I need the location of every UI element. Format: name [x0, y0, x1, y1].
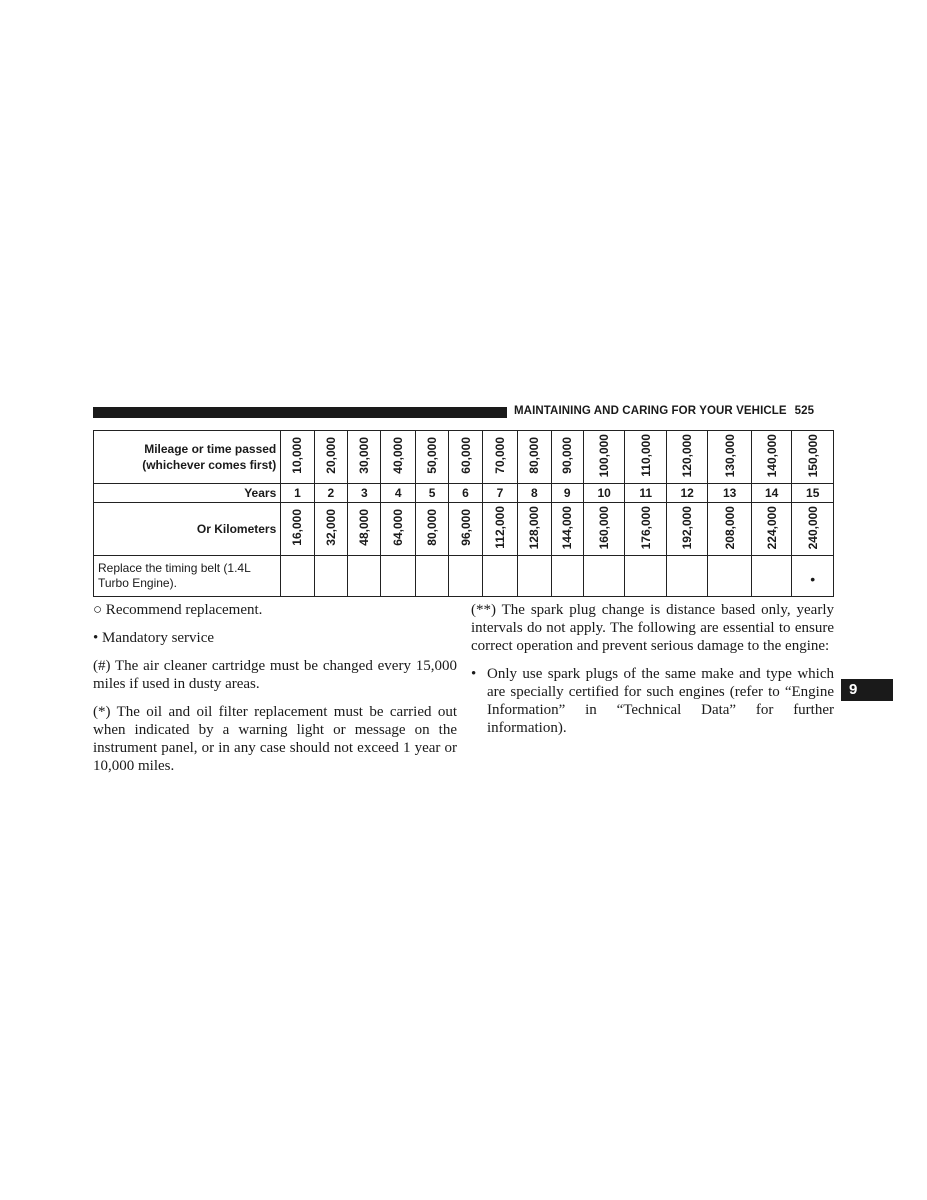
years-row-label: Years — [94, 484, 281, 503]
km-cell: 128,000 — [518, 503, 551, 556]
task-mark-cell: • — [792, 556, 834, 597]
years-cell: 8 — [518, 484, 551, 503]
years-cell: 10 — [583, 484, 625, 503]
mileage-cell: 130,000 — [708, 431, 752, 484]
km-cell: 112,000 — [482, 503, 517, 556]
mileage-cell: 20,000 — [314, 431, 347, 484]
page-number: 525 — [794, 405, 815, 417]
years-cell: 6 — [449, 484, 482, 503]
kilometers-row-label: Or Kilometers — [94, 503, 281, 556]
section-tab: 9 — [841, 679, 893, 701]
km-cell: 96,000 — [449, 503, 482, 556]
years-row — [94, 484, 834, 503]
years-cell: 5 — [415, 484, 448, 503]
maintenance-schedule-table — [93, 430, 834, 597]
km-cell: 64,000 — [381, 503, 415, 556]
left-column — [93, 601, 457, 785]
task-mark-cell — [415, 556, 448, 597]
mileage-cell: 80,000 — [518, 431, 551, 484]
right-column — [471, 601, 834, 737]
years-cell: 13 — [708, 484, 752, 503]
km-cell: 224,000 — [751, 503, 791, 556]
task-label: Replace the timing belt (1.4L Turbo Engine). — [94, 556, 281, 597]
mileage-cell: 150,000 — [792, 431, 834, 484]
km-cell: 16,000 — [281, 503, 314, 556]
task-mark-cell — [751, 556, 791, 597]
km-cell: 208,000 — [708, 503, 752, 556]
task-mark-cell — [583, 556, 625, 597]
mileage-cell: 30,000 — [348, 431, 381, 484]
task-mark-cell — [708, 556, 752, 597]
mileage-cell: 40,000 — [381, 431, 415, 484]
task-mark-cell — [666, 556, 708, 597]
years-cell: 2 — [314, 484, 347, 503]
years-cell: 14 — [751, 484, 791, 503]
note-spark-plug: (**) The spark plug change is distance based only, yearly intervals do not apply. The following are essential to ensure correct operation and prevent serious damage to the engine: — [471, 602, 834, 654]
km-cell: 176,000 — [625, 503, 667, 556]
mileage-cell: 110,000 — [625, 431, 667, 484]
kilometers-row — [94, 503, 834, 556]
years-cell: 7 — [482, 484, 517, 503]
mileage-cell: 100,000 — [583, 431, 625, 484]
years-cell: 11 — [625, 484, 667, 503]
years-cell: 3 — [348, 484, 381, 503]
mileage-cell: 60,000 — [449, 431, 482, 484]
task-mark-cell — [281, 556, 314, 597]
task-mark-cell — [348, 556, 381, 597]
task-mark-cell — [449, 556, 482, 597]
mileage-cell: 70,000 — [482, 431, 517, 484]
mileage-label-line2: (whichever comes first) — [142, 458, 277, 472]
years-cell: 4 — [381, 484, 415, 503]
mileage-cell: 120,000 — [666, 431, 708, 484]
task-row — [94, 556, 834, 597]
km-cell: 32,000 — [314, 503, 347, 556]
task-mark-cell — [551, 556, 583, 597]
years-cell: 1 — [281, 484, 314, 503]
legend-mandatory: • Mandatory service — [93, 630, 215, 646]
years-cell: 9 — [551, 484, 583, 503]
bullet-text: Only use spark plugs of the same make and type which are specially certified for such engines (refer to “Engine Information” in “Technical Data” for further information). — [487, 666, 834, 736]
spark-plug-bullet — [471, 665, 834, 737]
task-mark-cell — [625, 556, 667, 597]
km-cell: 80,000 — [415, 503, 448, 556]
task-mark-cell — [314, 556, 347, 597]
years-cell: 15 — [792, 484, 834, 503]
mileage-row-label — [94, 431, 281, 484]
header-rule — [93, 407, 507, 418]
bullet-symbol: • — [471, 666, 477, 682]
mileage-cell: 10,000 — [281, 431, 314, 484]
mileage-cell: 50,000 — [415, 431, 448, 484]
note-air-cleaner: (#) The air cleaner cartridge must be changed every 15,000 miles if used in dusty areas. — [93, 658, 457, 692]
km-cell: 160,000 — [583, 503, 625, 556]
mileage-label-line1: Mileage or time passed — [144, 442, 277, 456]
km-cell: 240,000 — [792, 503, 834, 556]
mileage-cell: 90,000 — [551, 431, 583, 484]
task-mark-cell — [518, 556, 551, 597]
task-mark-cell — [381, 556, 415, 597]
mileage-cell: 140,000 — [751, 431, 791, 484]
task-mark-cell — [482, 556, 517, 597]
legend-recommend: ○ Recommend replacement. — [93, 602, 263, 618]
km-cell: 144,000 — [551, 503, 583, 556]
mileage-row — [94, 431, 834, 484]
running-header — [514, 405, 836, 417]
km-cell: 192,000 — [666, 503, 708, 556]
years-cell: 12 — [666, 484, 708, 503]
chapter-title: MAINTAINING AND CARING FOR YOUR VEHICLE — [514, 405, 787, 417]
note-oil-filter: (*) The oil and oil filter replacement must be carried out when indicated by a warning light or message on the instrument panel, or in any case should not exceed 1 year or 10,000 miles. — [93, 704, 457, 774]
km-cell: 48,000 — [348, 503, 381, 556]
